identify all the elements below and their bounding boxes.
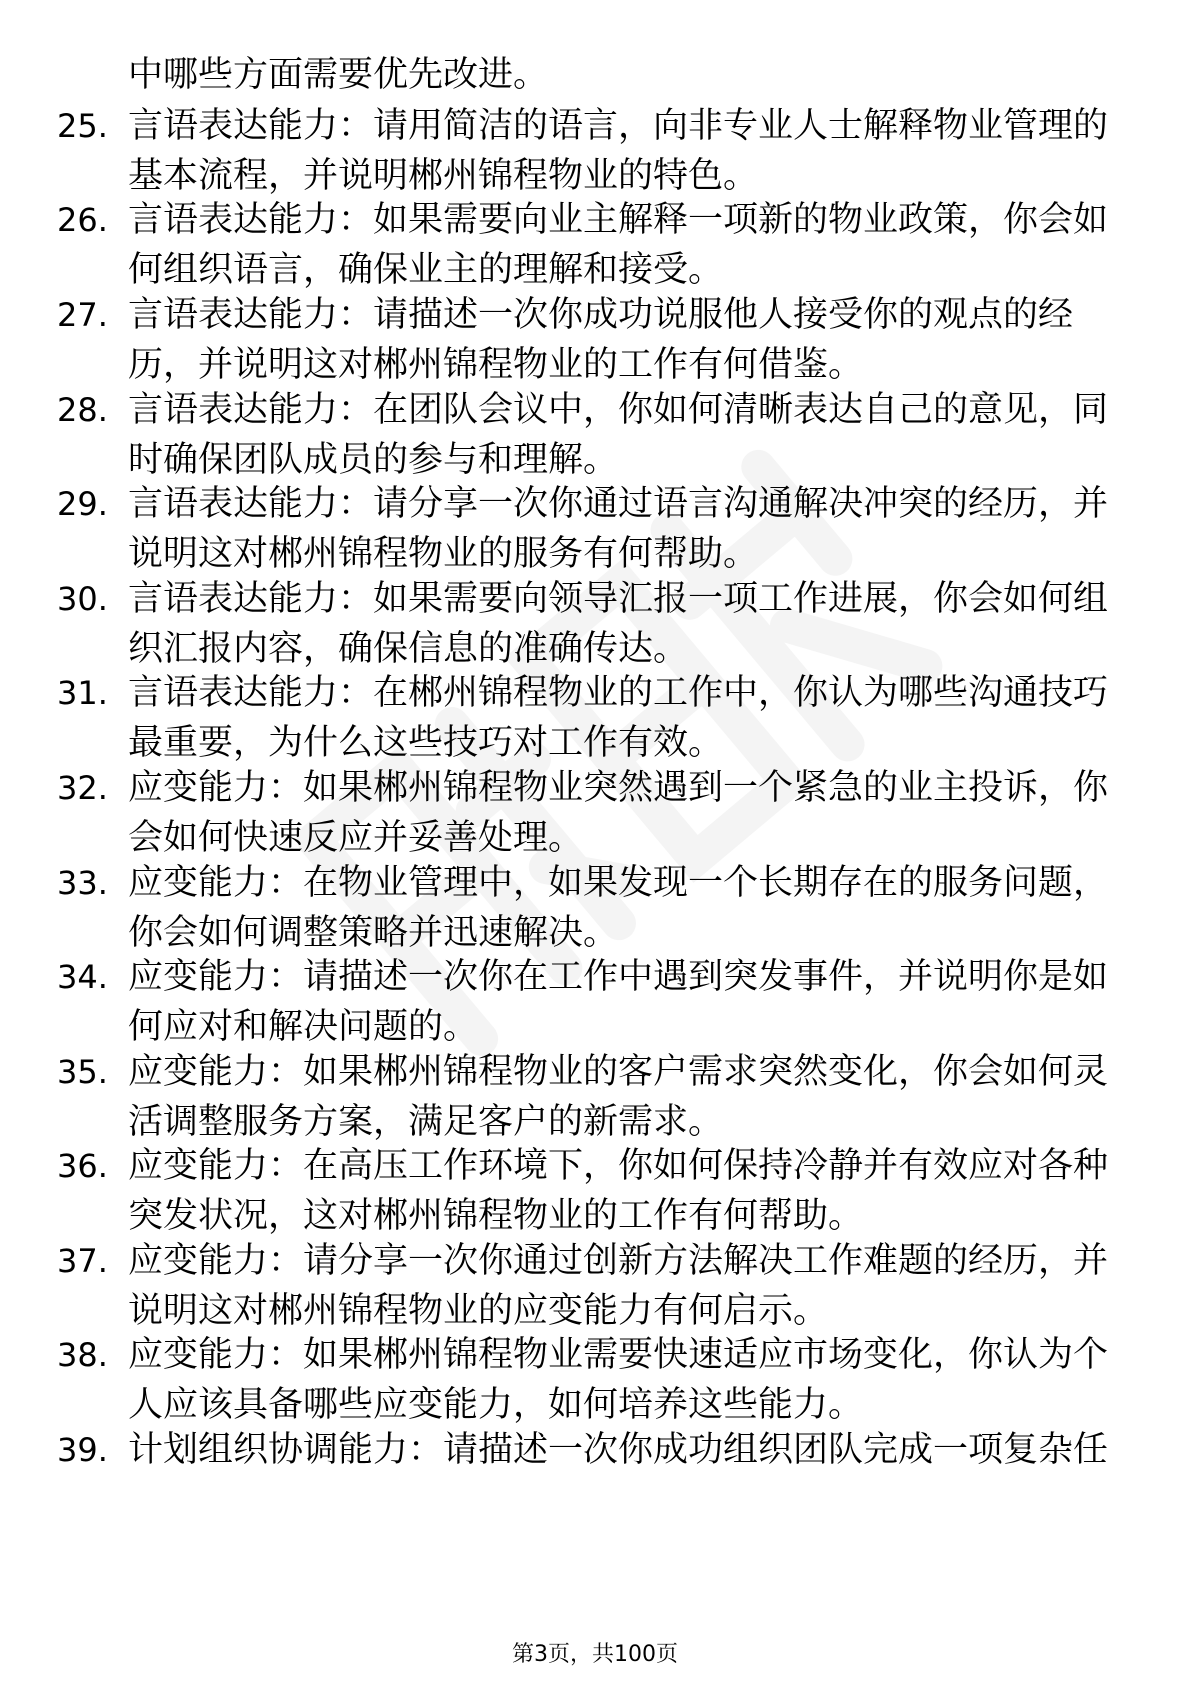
item-text-line: 言语表达能力：请用简洁的语言，向非专业人士解释物业管理的 [128, 106, 1109, 146]
item-number: 34. [57, 958, 108, 996]
item-text-line: 应变能力：请分享一次你通过创新方法解决工作难题的经历，并 [128, 1241, 1109, 1281]
item-number: 36. [57, 1147, 108, 1185]
item-text-line: 应变能力：请描述一次你在工作中遇到突发事件，并说明你是如 [128, 957, 1109, 997]
list-item [57, 763, 1107, 863]
item-number: 39. [57, 1431, 108, 1469]
item-number: 30. [57, 580, 108, 618]
list-item [57, 574, 1107, 674]
list-item [57, 101, 1107, 201]
item-number: 33. [57, 864, 108, 902]
item-number: 28. [57, 391, 108, 429]
list-item [57, 1236, 1107, 1336]
item-text-line: 言语表达能力：在团队会议中，你如何清晰表达自己的意见，同 [128, 390, 1109, 430]
item-text-line: 言语表达能力：在郴州锦程物业的工作中，你认为哪些沟通技巧 [128, 673, 1109, 713]
item-text-line: 突发状况，这对郴州锦程物业的工作有何帮助。 [128, 1196, 864, 1236]
item-text-line: 何应对和解决问题的。 [128, 1007, 479, 1047]
continuation-text: 中哪些方面需要优先改进。 [128, 55, 549, 95]
item-number: 35. [57, 1053, 108, 1091]
item-text-line: 说明这对郴州锦程物业的服务有何帮助。 [128, 534, 759, 574]
item-text-line: 应变能力：如果郴州锦程物业突然遇到一个紧急的业主投诉，你 [128, 768, 1109, 808]
item-number: 31. [57, 674, 108, 712]
item-text-line: 应变能力：如果郴州锦程物业需要快速适应市场变化，你认为个 [128, 1335, 1109, 1375]
item-text-line: 应变能力：在物业管理中，如果发现一个长期存在的服务问题， [128, 863, 1109, 903]
item-text-line: 基本流程，并说明郴州锦程物业的特色。 [128, 156, 759, 196]
list-item [57, 1141, 1107, 1241]
item-text-line: 言语表达能力：请分享一次你通过语言沟通解决冲突的经历，并 [128, 484, 1109, 524]
item-text-line: 会如何快速反应并妥善处理。 [128, 818, 584, 858]
list-item [57, 668, 1107, 768]
item-number: 38. [57, 1336, 108, 1374]
item-number: 26. [57, 201, 108, 239]
list-item [57, 195, 1107, 295]
list-item [57, 1425, 1107, 1525]
item-text-line: 计划组织协调能力：请描述一次你成功组织团队完成一项复杂任 [128, 1430, 1109, 1470]
item-text-line: 织汇报内容，确保信息的准确传达。 [128, 629, 689, 669]
item-text-line: 时确保团队成员的参与和理解。 [128, 440, 619, 480]
item-text-line: 应变能力：如果郴州锦程物业的客户需求突然变化，你会如何灵 [128, 1052, 1109, 1092]
item-number: 29. [57, 485, 108, 523]
item-text-line: 说明这对郴州锦程物业的应变能力有何启示。 [128, 1291, 829, 1331]
page-footer: 第3页，共100页 [512, 1642, 678, 1667]
list-item [57, 1047, 1107, 1147]
list-item [57, 290, 1107, 390]
list-item [57, 952, 1107, 1052]
item-text-line: 最重要，为什么这些技巧对工作有效。 [128, 723, 724, 763]
item-text-line: 言语表达能力：请描述一次你成功说服他人接受你的观点的经 [128, 295, 1074, 335]
item-text-line: 应变能力：在高压工作环境下，你如何保持冷静并有效应对各种 [128, 1146, 1109, 1186]
list-item [57, 479, 1107, 579]
item-text-line: 你会如何调整策略并迅速解决。 [128, 913, 619, 953]
item-number: 27. [57, 296, 108, 334]
list-item [57, 858, 1107, 958]
list-item [57, 1330, 1107, 1430]
item-text-line: 何组织语言，确保业主的理解和接受。 [128, 250, 724, 290]
item-number: 25. [57, 107, 108, 145]
item-text-line: 言语表达能力：如果需要向领导汇报一项工作进展，你会如何组 [128, 579, 1109, 619]
item-text-line: 言语表达能力：如果需要向业主解释一项新的物业政策，你会如 [128, 200, 1109, 240]
item-text-line: 历，并说明这对郴州锦程物业的工作有何借鉴。 [128, 345, 864, 385]
list-item [57, 385, 1107, 485]
item-number: 37. [57, 1242, 108, 1280]
item-text-line: 活调整服务方案，满足客户的新需求。 [128, 1102, 724, 1142]
item-text-line: 人应该具备哪些应变能力，如何培养这些能力。 [128, 1385, 864, 1425]
item-number: 32. [57, 769, 108, 807]
